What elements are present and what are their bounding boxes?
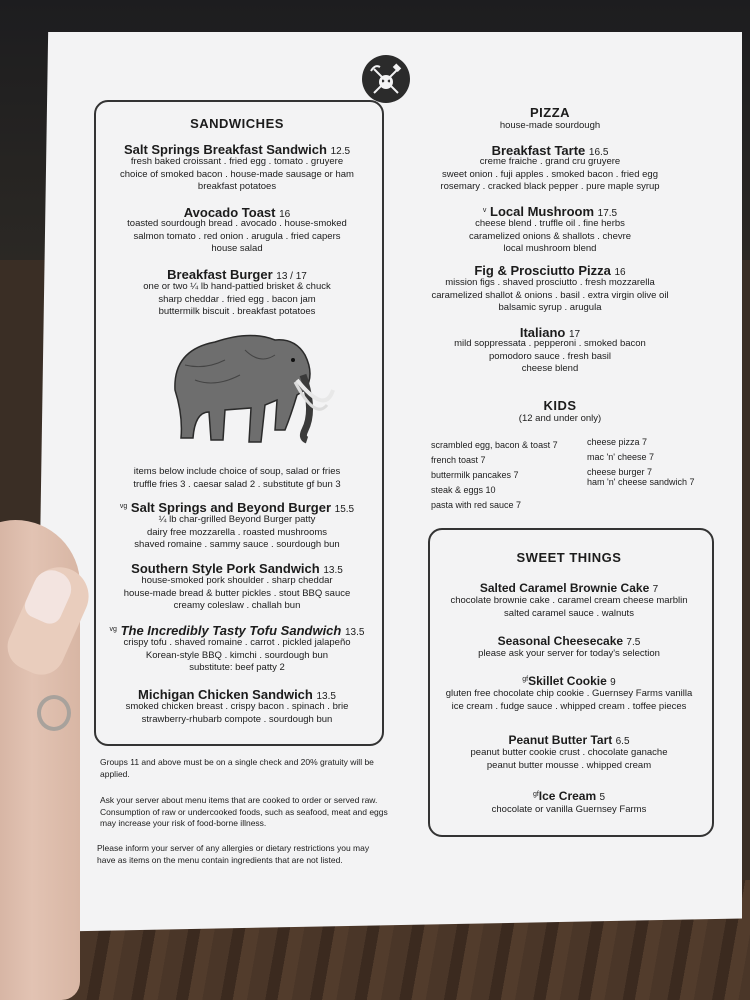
allergy-note: Please inform your server of any allergies or dietary restrictions you may have as items on the menu contain ingredients that are not listed. — [97, 843, 370, 865]
menu-item-description: smoked chicken breast . crispy bacon . spinach . brie strawberry-rhubarb compote . sourdough bun — [125, 701, 349, 725]
menu-item-description: crispy tofu . shaved romaine . carrot . pickled jalapeño Korean-style BBQ . kimchi . sourdough bun substitute: beef patty 2 — [123, 637, 351, 673]
kids-item: french toast 7 — [431, 455, 486, 465]
sides-note: items below include choice of soup, salad or fries truffle fries 3 . caesar salad 2 . substitute gf bun 3 — [133, 466, 341, 490]
menu-item-description: creme fraiche . grand cru gruyere sweet onion . fuji apples . smoked bacon . fried egg rosemary . cracked black pepper . pure maple syrup — [440, 156, 660, 192]
kids-item: buttermilk pancakes 7 — [431, 470, 519, 480]
kids-title: KIDS — [543, 398, 577, 413]
sandwiches-title: SANDWICHES — [190, 116, 284, 131]
menu-item-name: Peanut Butter Tart 6.5 — [508, 733, 630, 747]
menu-item-name: $^{vg}$ The Incredibly Tasty Tofu Sandwich 13.5 — [109, 623, 365, 638]
menu-item-name: Avocado Toast 16 — [183, 205, 291, 220]
kids-item: mac 'n' cheese 7 — [587, 452, 654, 462]
menu-item-name: $^v$ Local Mushroom 17.5 — [482, 204, 618, 219]
menu-item-description: cheese blend . truffle oil . fine herbs caramelized onions & shallots . chevre local mushroom blend — [468, 218, 632, 254]
raw-food-note: Ask your server about menu items that are cooked to order or served raw. Consumption of raw or undercooked foods, such as seafood, meat and eggs may increase your risk of food-borne illness. — [100, 795, 388, 828]
menu-item-name: Salt Springs Breakfast Sandwich 12.5 — [123, 142, 351, 157]
menu-item-name: Seasonal Cheesecake 7.5 — [497, 634, 641, 648]
menu-item-name: Breakfast Tarte 16.5 — [491, 143, 609, 158]
pizza-title: PIZZA — [529, 105, 571, 120]
menu-item-description: mild soppressata . pepperoni . smoked bacon pomodoro sauce . fresh basil cheese blend — [454, 338, 646, 374]
kids-item: cheese pizza 7 — [587, 437, 648, 447]
menu-item-description: chocolate or vanilla Guernsey Farms — [491, 804, 647, 815]
menu-item-description: chocolate brownie cake . caramel cream cheese marblin salted caramel sauce . walnuts — [450, 595, 688, 619]
menu-item-name: $^{vg}$ Salt Springs and Beyond Burger 15.5 — [119, 500, 355, 515]
menu-item-name: Fig & Prosciutto Pizza 16 — [474, 263, 626, 278]
menu-item-description: gluten free chocolate chip cookie . Guernsey Farms vanilla ice cream . fudge sauce . whipped cream . toffee pieces — [445, 688, 693, 712]
kids-item: pasta with red sauce 7 — [431, 500, 522, 510]
ring — [37, 695, 71, 731]
menu-item-name: Michigan Chicken Sandwich 13.5 — [138, 687, 336, 702]
menu-item-name: $^{gf}$Skillet Cookie 9 — [522, 674, 616, 688]
restaurant-logo — [362, 55, 410, 103]
menu-item-description: one or two ¼ lb hand-pattied brisket & chuck sharp cheddar . fried egg . bacon jam buttermilk biscuit . breakfast potatoes — [143, 281, 331, 317]
menu-item-name: $^{gf}$Ice Cream 5 — [532, 789, 606, 803]
menu-item-description: house-smoked pork shoulder . sharp cheddar house-made bread & butter pickles . stout BBQ sauce creamy coleslaw . challah bun — [123, 575, 351, 611]
menu-item-name: Breakfast Burger 13 / 17 — [167, 267, 307, 282]
kids-item: ham 'n' cheese sandwich 7 — [587, 477, 695, 487]
kids-item: steak & eggs 10 — [431, 485, 496, 495]
pizza-subtitle: house-made sourdough — [499, 120, 601, 131]
menu-item-name: Italiano 17 — [519, 325, 581, 340]
kids-item: scrambled egg, bacon & toast 7 — [431, 440, 558, 450]
mammoth-illustration — [165, 320, 335, 450]
menu-item-description: ¼ lb char-grilled Beyond Burger patty dairy free mozzarella . roasted mushrooms shaved romaine . sammy sauce . sourdough bun — [134, 514, 340, 550]
menu-item-description: toasted sourdough bread . avocado . house-smoked salmon tomato . red onion . arugula . fried capers house salad — [127, 218, 347, 254]
menu-item-name: Southern Style Pork Sandwich 13.5 — [131, 561, 343, 576]
menu-item-description: please ask your server for today's selection — [478, 648, 660, 659]
kids-subtitle: (12 and under only) — [518, 413, 602, 424]
kids-item: cheese burger 7 — [587, 467, 653, 477]
menu-item-description: fresh baked croissant . fried egg . tomato . gruyere choice of smoked bacon . house-made sausage or ham breakfast potatoes — [120, 156, 354, 192]
menu-item-description: mission figs . shaved prosciutto . fresh mozzarella caramelized shallot & onions . basil . extra virgin olive oil balsamic syrup . arugula — [431, 277, 669, 313]
menu-item-name: Salted Caramel Brownie Cake 7 — [479, 581, 659, 595]
sweet-things-title: SWEET THINGS — [516, 550, 622, 565]
groups-note: Groups 11 and above must be on a single check and 20% gratuity will be applied. — [100, 757, 374, 779]
menu-item-description: peanut butter cookie crust . chocolate ganache peanut butter mousse . whipped cream — [470, 747, 668, 771]
